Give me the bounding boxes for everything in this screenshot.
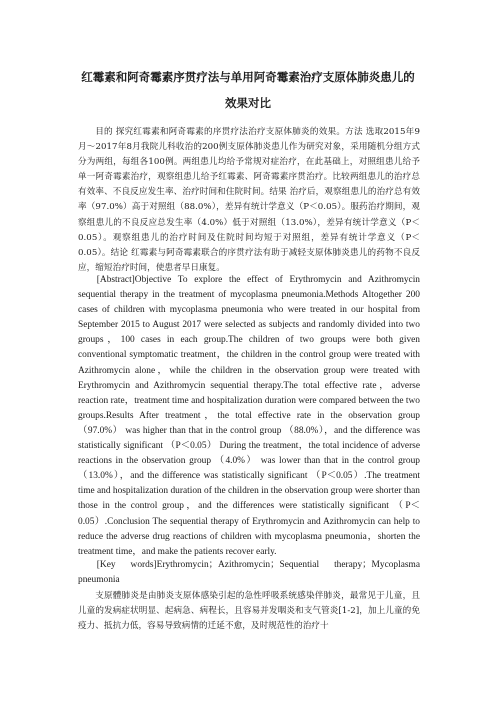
keywords: [Key words]Erythromycin；Azithromycin；Sequential therapy；Mycoplasma pneumonia [78, 560, 420, 586]
paper-title-line-2: 效果对比 [225, 96, 271, 110]
body-paragraph: 支原體肺炎是由肺炎支原体感染引起的急性呼吸系统感染伴肺炎，最常见于儿童，且儿童的发病症状明显、起病急、病程长，且容易并发咽炎和支气管炎[1-2]，加上儿童的免疫力、抵抗力低，容易导致病情的迁延不愈，及时规范性的治疗十 [78, 591, 420, 632]
abstract-chinese: 目的 探究红霉素和阿奇霉素的序贯疗法治疗支原体肺炎的效果。方法 选取2015年9月～2017年8月我院儿科收治的200例支原体肺炎患儿作为研究对象，采用随机分组方式分为两组，每组各100例。两组患儿均给予常规对症治疗，在此基础上，对照组患儿给予单一阿奇霉素治疗，观察组患儿给予红霉素、阿奇霉素序贯治疗。比较两组患儿的治疗总有效率、不良反应发生率、治疗时间和住院时间。结果 治疗后，观察组患儿的治疗总有效率（97.0%）高于对照组（88.0%），差异有统计学意义（P＜0.05）。服药治疗期间，观察组患儿的不良反应总发生率（4.0%）低于对照组（13.0%），差异有统计学意义（P＜0.05）。观察组患儿的治疗时间及住院时间均短于对照组，差异有统计学意义（P＜0.05）。结论 红霉素与阿奇霉素联合的序贯疗法有助于减轻支原体肺炎患儿的药物不良反应，缩短治疗时间，使患者早日康复。 [78, 127, 420, 273]
paper-title-line-1: 红霉素和阿奇霉素序贯疗法与单用阿奇霉素治疗支原体肺炎患儿的 [81, 70, 415, 84]
abstract-english: [Abstract]Objective To explore the effect of Erythromycin and Azithromycin sequential therapy in the treatment of mycoplasma pneumonia.Methods Altogether 200 cases of children with mycoplasma pneumonia who were treated in our hospital from September 2015 to August 2017 were selected as subjects and randomly divided into two groups，100 cases in each group.The children of two groups were both given conventional symptomatic treatment，the children in the control group were treated with Azithromycin alone，while the children in the observation group were treated with Erythromycin and Azithromycin sequential therapy.The total effective rate，adverse reaction rate，treatment time and hospitalization duration were compared between the two groups.Results After treatment，the total effective rate in the observation group （97.0%） was higher than that in the control group （88.0%），and the difference was statistically significant （P＜0.05） During the treatment，the total incidence of adverse reactions in the observation group （4.0%） was lower than that in the control group （13.0%），and the difference was statistically significant （P＜0.05）.The treatment time and hospitalization duration of the children in the observation group were shorter than those in the control group，and the differences were statistically significant （P＜0.05）.Conclusion The sequential therapy of Erythromycin and Azithromycin can help to reduce the adverse drug reactions of children with mycoplasma pneumonia，shorten the treatment time，and make the patients recover early. [78, 275, 420, 557]
